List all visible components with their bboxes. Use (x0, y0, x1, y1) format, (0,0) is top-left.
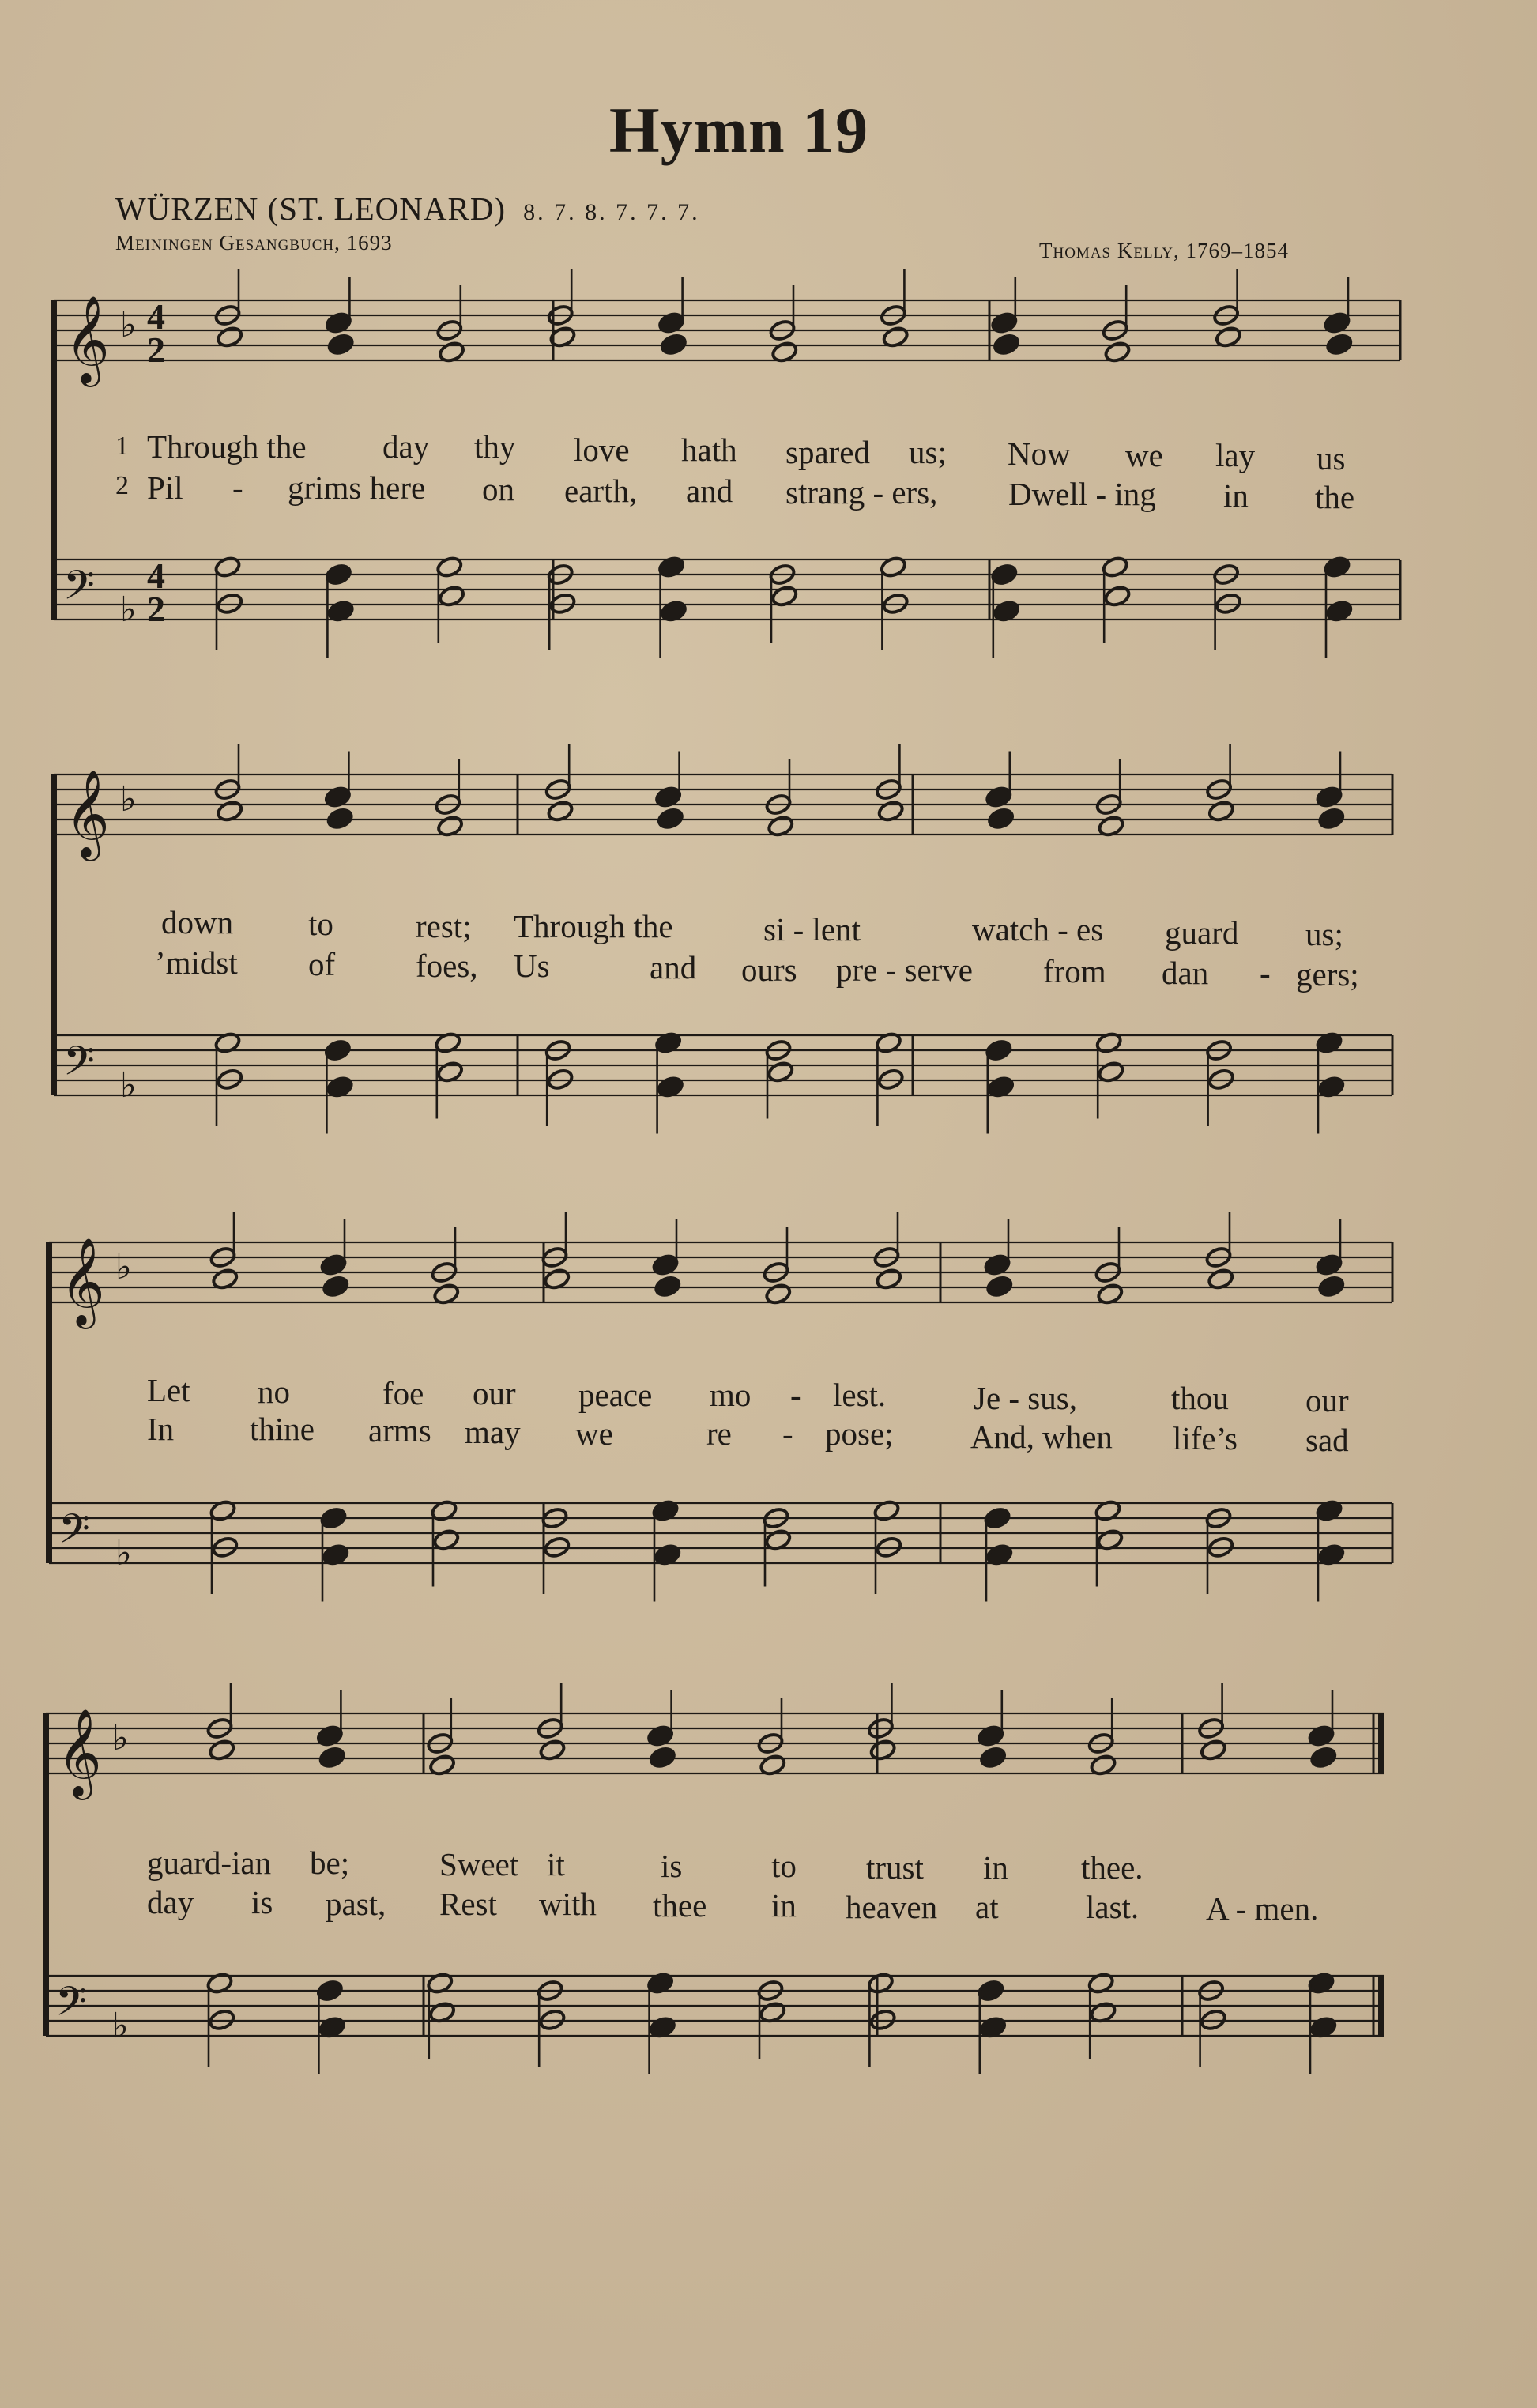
svg-text:2: 2 (147, 589, 165, 629)
lyric-syllable: Dwell - ing (1008, 476, 1156, 512)
lyric-syllable: ’midst (155, 944, 238, 981)
meter: 8. 7. 8. 7. 7. 7. (523, 199, 700, 225)
lyric-syllable: Now (1008, 435, 1071, 472)
lyric-syllable: Through the (147, 428, 307, 465)
lyric-syllable: arms (368, 1412, 431, 1449)
lyric-syllable: grims here (288, 469, 426, 506)
lyric-syllable: foe (382, 1375, 424, 1411)
lyric-syllable: we (1125, 437, 1163, 473)
lyric-syllable: Sweet (439, 1846, 519, 1882)
svg-text:𝄞: 𝄞 (65, 769, 110, 857)
lyric-syllable: Pil (147, 469, 183, 506)
lyric-syllable: from (1043, 953, 1106, 989)
lyric-syllable: on (482, 471, 514, 507)
svg-text:♭: ♭ (115, 1533, 132, 1573)
lyric-syllable: thou (1171, 1380, 1229, 1416)
lyric-syllable: si - lent (763, 911, 861, 948)
lyric-syllable: strang - ers, (785, 474, 938, 511)
tune-source: Meiningen Gesangbuch, 1693 (115, 231, 393, 254)
lyric-syllable: ours (741, 952, 797, 988)
lyric-syllable: Let (147, 1372, 190, 1408)
lyric-syllable: us; (1305, 916, 1343, 952)
lyric-syllable: guard-ian (147, 1845, 272, 1881)
lyric-syllable: lest. (833, 1377, 887, 1413)
lyric-syllable: - (232, 469, 243, 506)
lyric-syllable: our (473, 1375, 516, 1411)
lyric-syllable: In (147, 1411, 175, 1447)
lyric-syllable: it (547, 1846, 565, 1882)
system (54, 774, 1392, 1095)
lyric-syllable: we (575, 1415, 613, 1452)
lyric-syllable: thee. (1081, 1849, 1143, 1886)
lyric-syllable: no (258, 1374, 290, 1410)
svg-text:♭: ♭ (112, 2006, 129, 2046)
lyric-syllable: thy (474, 428, 516, 465)
lyric-syllable: And, when (970, 1419, 1113, 1455)
lyric-syllable: earth, (564, 473, 638, 509)
lyric-syllable: dan (1162, 955, 1209, 991)
lyric-syllable: and (686, 473, 733, 509)
lyric-syllable: the (1315, 479, 1355, 515)
svg-text:♭: ♭ (120, 1065, 137, 1106)
lyric-syllable: re (706, 1415, 732, 1452)
svg-text:♭: ♭ (115, 1247, 132, 1287)
lyric-syllable: down (161, 904, 234, 940)
svg-text:♭: ♭ (120, 305, 137, 345)
svg-text:𝄢: 𝄢 (55, 1977, 87, 2035)
lyric-syllable: with (539, 1886, 597, 1922)
system (49, 1242, 1392, 1563)
svg-text:4: 4 (147, 556, 165, 596)
lyric-syllable: lay (1215, 437, 1256, 473)
lyric-syllable: pose; (825, 1415, 894, 1452)
lyric-syllable: thine (250, 1411, 315, 1447)
lyric-syllable: sad (1305, 1422, 1349, 1458)
lyric-syllable: last. (1086, 1889, 1140, 1925)
lyric-syllable: of (308, 946, 336, 982)
lyric-syllable: be; (310, 1845, 350, 1881)
lyric-syllable: Rest (439, 1886, 497, 1922)
lyric-syllable: pre - serve (836, 952, 974, 988)
lyric-syllable: us; (909, 434, 947, 470)
tune-name: WÜRZEN (ST. LEONARD) (115, 190, 507, 227)
lyric-syllable: past, (326, 1886, 386, 1922)
svg-text:𝄢: 𝄢 (63, 561, 95, 619)
lyric-syllable: love (574, 431, 630, 468)
lyric-syllable: and (650, 949, 697, 985)
lyric-syllable: hath (681, 431, 737, 468)
svg-text:𝄢: 𝄢 (58, 1505, 90, 1562)
lyric-syllable: our (1305, 1382, 1349, 1419)
lyric-syllable: guard (1165, 914, 1239, 951)
lyric-syllable: may (465, 1414, 521, 1450)
svg-text:𝄞: 𝄞 (65, 295, 110, 383)
lyric-syllable: rest; (416, 908, 472, 944)
svg-text:2: 2 (147, 330, 165, 370)
lyric-syllable: Us (514, 948, 550, 984)
text-author: Thomas Kelly, 1769–1854 (1039, 239, 1290, 262)
lyric-syllable: life’s (1173, 1420, 1238, 1456)
lyric-syllable: gers; (1296, 956, 1359, 993)
system (46, 1713, 1384, 2036)
verse-number: 1 (115, 431, 129, 461)
lyric-syllable: is (661, 1848, 683, 1884)
lyric-syllable: to (771, 1848, 797, 1884)
svg-text:𝄞: 𝄞 (57, 1708, 102, 1796)
svg-text:♭: ♭ (120, 590, 137, 630)
svg-text:♭: ♭ (112, 1718, 129, 1758)
svg-text:𝄞: 𝄞 (60, 1237, 105, 1325)
lyric-syllable: in (771, 1887, 797, 1924)
lyric-syllable: watch - es (972, 911, 1104, 948)
hymn-title: Hymn 19 (608, 94, 869, 166)
lyric-syllable: us (1317, 440, 1346, 477)
lyric-syllable: - (790, 1377, 801, 1413)
lyric-syllable: mo (710, 1377, 752, 1413)
verse-number: 2 (115, 471, 129, 500)
lyric-syllable: in (1223, 477, 1249, 514)
lyric-syllable: thee (653, 1887, 707, 1924)
lyric-syllable: A - men. (1206, 1890, 1319, 1927)
lyric-syllable: day (382, 428, 430, 465)
lyric-syllable: Through the (514, 908, 673, 944)
lyric-syllable: heaven (846, 1889, 938, 1925)
svg-text:𝄢: 𝄢 (63, 1037, 95, 1095)
lyric-syllable: peace (578, 1377, 653, 1413)
lyric-syllable: - (782, 1415, 793, 1452)
lyric-syllable: Je - sus, (974, 1380, 1077, 1416)
lyric-syllable: is (251, 1884, 273, 1920)
lyric-syllable: at (975, 1889, 999, 1925)
lyric-syllable: in (983, 1849, 1008, 1886)
lyric-syllable: to (308, 906, 333, 942)
svg-text:4: 4 (147, 296, 165, 337)
system (54, 300, 1400, 620)
lyric-syllable: spared (785, 434, 871, 470)
lyric-syllable: day (147, 1884, 194, 1920)
lyric-syllable: trust (866, 1849, 924, 1886)
svg-text:♭: ♭ (120, 779, 137, 820)
lyric-syllable: foes, (416, 948, 478, 984)
lyric-syllable: - (1260, 955, 1271, 991)
